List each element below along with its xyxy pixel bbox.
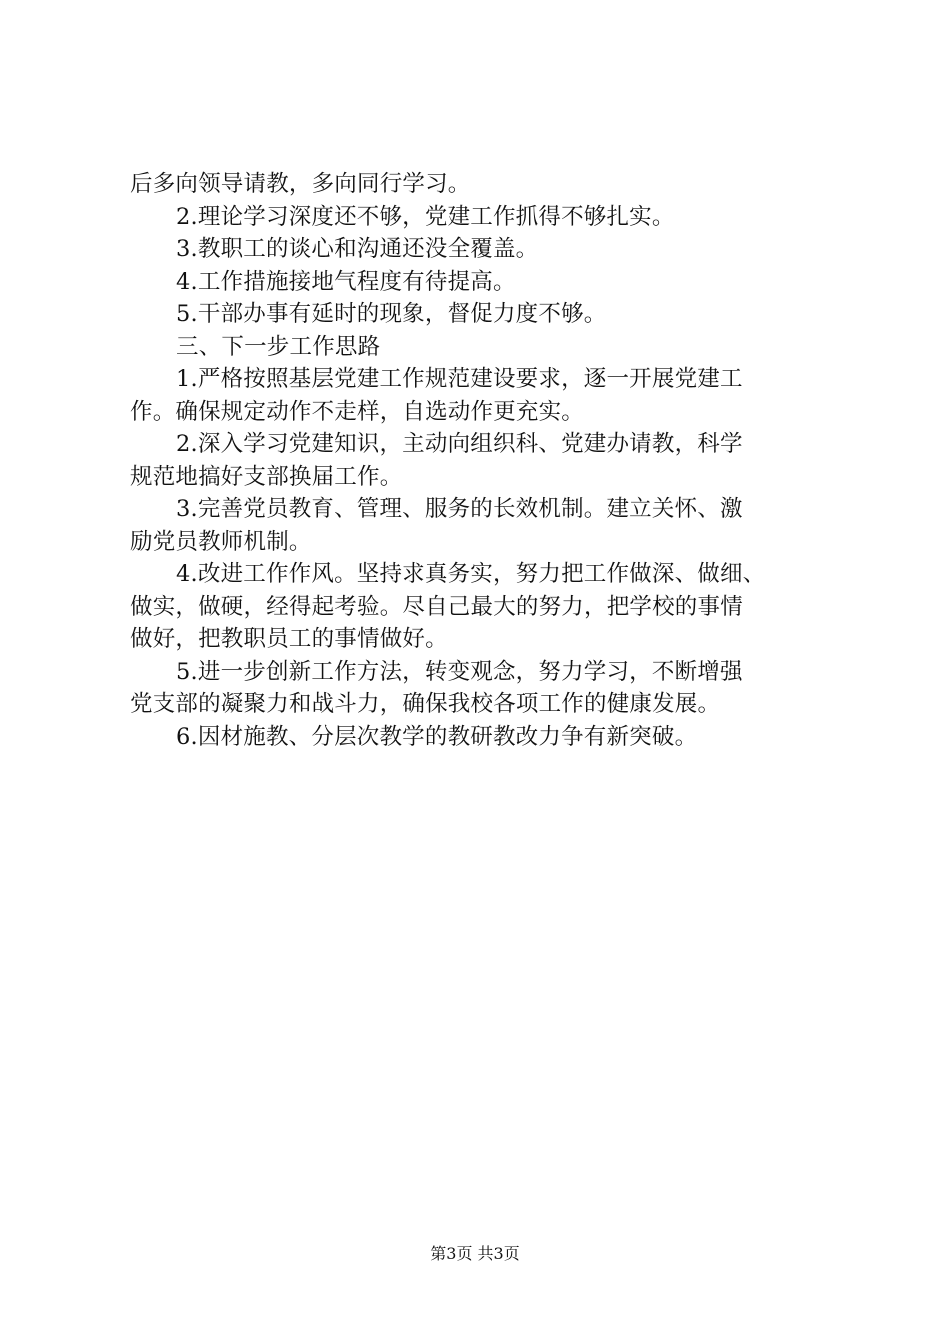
paragraph-line: 4.改进工作作风。坚持求真务实，努力把工作做深、做细、 bbox=[176, 561, 766, 587]
paragraph-line: 6.因材施教、分层次教学的教研教改力争有新突破。 bbox=[176, 723, 698, 750]
page-footer: 第3页 共3页 bbox=[430, 1244, 520, 1263]
paragraph-line: 3.教职工的谈心和沟通还没全覆盖。 bbox=[176, 236, 539, 262]
paragraph-line: 做实，做硬，经得起考验。尽自己最大的努力，把学校的事情 bbox=[130, 593, 743, 620]
document-body bbox=[130, 168, 835, 753]
paragraph-line: 2.理论学习深度还不够，党建工作抓得不够扎实。 bbox=[176, 203, 675, 230]
paragraph-line: 做好，把教职员工的事情做好。 bbox=[130, 626, 448, 652]
paragraph-line: 党支部的凝聚力和战斗力，确保我校各项工作的健康发展。 bbox=[130, 691, 721, 717]
paragraph-line: 后多向领导请教，多向同行学习。 bbox=[130, 171, 471, 197]
paragraph-line: 3.完善党员教育、管理、服务的长效机制。建立关怀、激 bbox=[176, 496, 743, 522]
paragraph-line: 5.进一步创新工作方法，转变观念，努力学习，不断增强 bbox=[176, 658, 743, 685]
paragraph-line: 规范地搞好支部换届工作。 bbox=[130, 463, 403, 490]
paragraph-line: 1.严格按照基层党建工作规范建设要求，逐一开展党建工 bbox=[176, 366, 743, 392]
paragraph-line: 作。确保规定动作不走样，自选动作更充实。 bbox=[130, 398, 585, 425]
section-heading: 三、下一步工作思路 bbox=[176, 333, 381, 360]
paragraph-line: 4.工作措施接地气程度有待提高。 bbox=[176, 268, 516, 295]
paragraph-line: 5.干部办事有延时的现象，督促力度不够。 bbox=[176, 301, 607, 327]
paragraph-line: 励党员教师机制。 bbox=[130, 528, 312, 555]
paragraph-line: 2.深入学习党建知识，主动向组织科、党建办请教，科学 bbox=[176, 431, 743, 457]
